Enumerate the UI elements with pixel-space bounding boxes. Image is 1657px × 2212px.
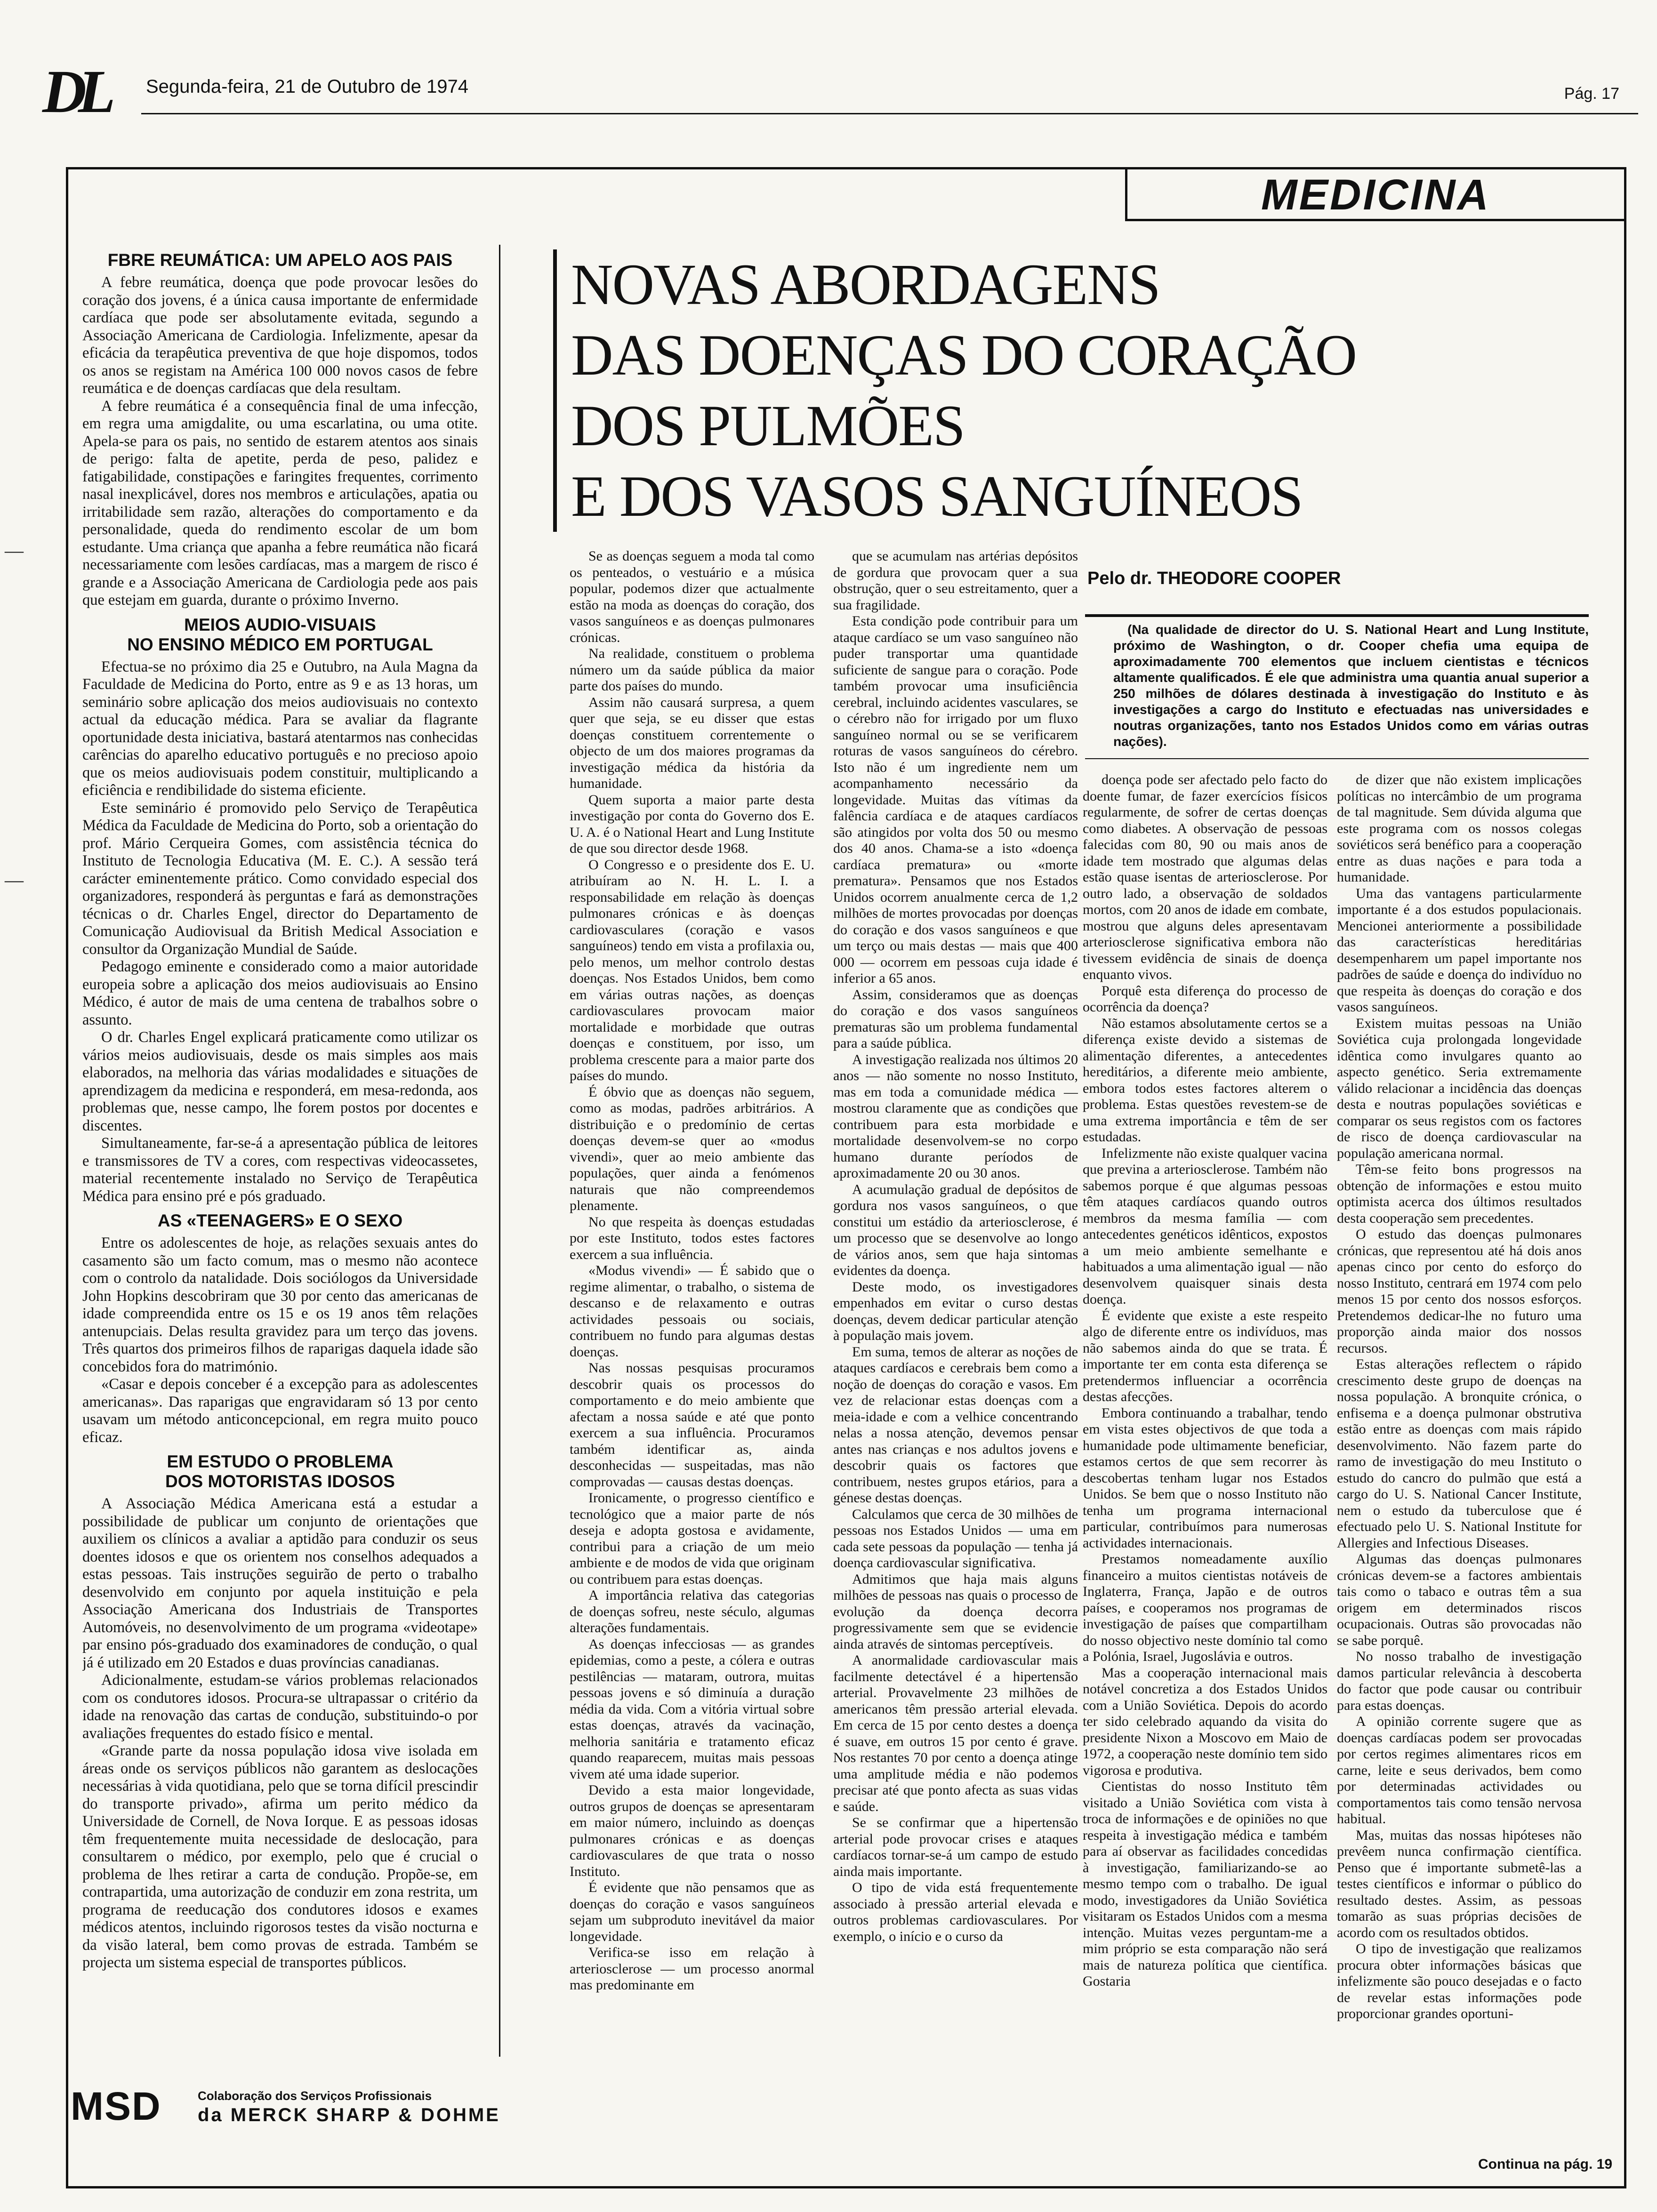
paragraph: que se acumulam nas artérias depósitos de gordura que provocam quer a sua obstrução, quer o seu estreitamento, quer a sua fragilidade. <box>833 548 1078 613</box>
paragraph: Esta condição pode contribuir para um ataque cardíaco se um vaso sanguíneo não puder transportar uma quantidade suficiente de sangue para o coração. Pode também provocar uma insuficiência cerebral, incluindo acidentes vasculares, se o cérebro não for irrigado por um fluxo sanguíneo normal ou se se verificarem roturas de vasos sanguíneos do cérebro. Isto não é um ingrediente nem um acompanhamento necessário da longevidade. Muitas das vítimas da falência cardíaca e de ataques cardíacos são atingidos por volta dos 50 ou mesmo dos 40 anos. Chama-se a isto «doença cardíaca prematura» ou «morte prematura». Pensamos que nos Estados Unidos ocorrem anualmente cerca de 1,2 milhões de mortes provocadas por doenças do coração e dos vasos sanguíneos e que um terço ou mais destas — mais que 400 000 — ocorrem em pessoas cuja idade é inferior a 65 anos. <box>833 613 1078 986</box>
paragraph: Mas, muitas das nossas hipóteses não prevêem nunca confirmação científica. Penso que é importante submetê-las a testes científicos e informar o público do resultado destes. Assim, as pessoas tomarão as suas próprias decisões de acordo com os resultados obtidos. <box>1337 1827 1582 1940</box>
paragraph: Se as doenças seguem a moda tal como os penteados, o vestuário e a música popular, podemos dizer que actualmente estão na moda as doenças do coração, dos vasos sanguíneos e as doenças pulmonares crónicas. <box>570 548 814 645</box>
margin-mark: — <box>5 869 24 890</box>
paragraph: O estudo das doenças pulmonares crónicas, que representou até há dois anos apenas cinco por cento do esforço do nosso Instituto, centrará em 1974 com pelo menos 15 por cento dos nossos esforços. Pretendemos dedicar-lhe no futuro uma proporção ainda maior dos nossos recursos. <box>1337 1226 1582 1356</box>
paragraph: Infelizmente não existe qualquer vacina que previna a arteriosclerose. Também não sabemos porque é que algumas pessoas têm ataques cardíacos quando outros membros da mesma família — com antecedentes genéticos idênticos, expostos a um meio ambiente semelhante e habituados a uma alimentação igual — não desenvolvem quaisquer sinais desta doença. <box>1083 1145 1327 1307</box>
continued-note: Continua na pág. 19 <box>1478 2156 1612 2172</box>
paragraph: Porquê esta diferença do processo de ocorrência da doença? <box>1083 983 1327 1015</box>
paragraph: Cientistas do nosso Instituto têm visitado a União Soviética com vista à troca de informações e de opiniões no que respeita à investigação médica e também para aí observar as facilidades concedidas à investigação, familiarizando-se ao mesmo tempo com o trabalho. De igual modo, investigadores da União Soviética visitaram os Estados Unidos com a mesma intenção. Muitas vezes perguntam-me a mim próprio se esta comparação não será mais de natureza política que científica. Gostaria <box>1083 1779 1327 1989</box>
article-column-3 <box>1083 772 1327 2181</box>
page-header <box>28 58 1638 126</box>
paragraph: Pedagogo eminente e considerado como a maior autoridade europeia sobre a aplicação dos meios audiovisuais ao Ensino Médico, é autor de mais de uma centena de trabalhos sobre o assunto. <box>82 958 478 1028</box>
headline-line: DOS PULMÕES <box>571 393 965 458</box>
paragraph: Uma das vantagens particularmente importante é a dos estudos populacionais. Mencionei anteriormente a possibilidade das características hereditárias desempenharem um papel importante nos padrões de saúde e doença do indivíduo no que respeita às doenças do coração e dos vasos sanguíneos. <box>1337 885 1582 1015</box>
paragraph: É evidente que existe a este respeito algo de diferente entre os indivíduos, mas não sabemos ainda do que se trata. É importante ter em conta esta diferença se pretendermos influenciar a ocorrência destas afecções. <box>1083 1307 1327 1404</box>
paragraph: A importância relativa das categorias de doenças sofreu, neste século, algumas alterações fundamentais. <box>570 1587 814 1635</box>
margin-mark: — <box>5 540 24 561</box>
article-column-4 <box>1337 772 1582 2146</box>
main-headline <box>553 249 1409 532</box>
paragraph: No nosso trabalho de investigação damos particular relevância à descoberta do factor que pode causar ou contribuir para estas doenças. <box>1337 1649 1582 1713</box>
paragraph: A investigação realizada nos últimos 20 anos — não somente no nosso Instituto, mas em toda a comunidade médica — mostrou claramente que as condições que contribuem para esta morbidade e mortalidade desenvolvem-se no corpo humano durante períodos de aproximadamente 20 ou 30 anos. <box>833 1051 1078 1181</box>
issue-date: Segunda-feira, 21 de Outubro de 1974 <box>146 76 468 97</box>
paragraph: Embora continuando a trabalhar, tendo em vista estes objectivos de que toda a humanidade pode ultimamente beneficiar, estamos certos de que sem recorrer às descobertas tenham lugar nos Estados Unidos. Se bem que o nosso Instituto não tenha um programa internacional particular, contribuímos para numerosas actividades internacionais. <box>1083 1405 1327 1551</box>
paragraph: O dr. Charles Engel explicará praticamente como utilizar os vários meios audiovisuais, desde os mais simples aos mais elaborados, na melhoria das várias modalidades e situações de aprendizagem da medicina e responderá, em mesa-redonda, aos problemas que, nesse campo, lhe forem postos por docentes e discentes. <box>82 1029 478 1134</box>
paragraph: de dizer que não existem implicações políticas no intercâmbio de um programa de tal magnitude. Sem dúvida alguma que este programa com os nossos colegas soviéticos será benéfico para a cooperação entre as duas nações e para toda a humanidade. <box>1337 772 1582 885</box>
paragraph: Simultaneamente, far-se-á a apresentação pública de leitores e transmissores de TV a cores, com respectivas videocassetes, material recentemente instalado no Serviço de Terapêutica Médica para ensino pré e pós graduado. <box>82 1135 478 1205</box>
section-label: MEDICINA <box>1125 169 1624 221</box>
author-bio: (Na qualidade de director do U. S. National Heart and Lung Institute, próximo de Washington, o dr. Cooper chefia uma equipa de aproximadamente 700 elementos que incluem cientistas e técnicos altamente qualificados. É ele que administra uma quantia anual superior a 250 milhões de dólares destinada à investigação do Instituto e às investigações a cargo do Instituto e efectuadas nas universidades e noutras organizações, tanto nos Estados Unidos como em várias outras nações). <box>1113 622 1589 749</box>
paragraph: O tipo de vida está frequentemente associado à pressão arterial elevada e outros problemas cardiovasculares. Por exemplo, o início e o curso da <box>833 1880 1078 1944</box>
paragraph: «Modus vivendi» — É sabido que o regime alimentar, o trabalho, o sistema de descanso e de relaxamento e outras actividades pessoais ou sociais, contribuem no fundo para algumas destas doenças. <box>570 1263 814 1360</box>
paragraph: Este seminário é promovido pelo Serviço de Terapêutica Médica da Faculdade de Medicina do Porto, sob a orientação do prof. Mário Cerqueira Gomes, com assistência técnica do Instituto de Tecnologia Educativa (M. E. C.). A sessão terá carácter eminentemente prático. Como convidado especial dos organizadores, responderá às perguntas e fará as demonstrações técnicas o dr. Charles Engel, director do Departamento de Comunicação Audiovisual da British Medical Association e consultor da Organização Mundial de Saúde. <box>82 799 478 958</box>
headline-line: E DOS VASOS SANGUÍNEOS <box>571 464 1303 529</box>
article-title: FBRE REUMÁTICA: UM APELO AOS PAIS <box>107 250 453 270</box>
newspaper-logo: DL <box>42 58 107 126</box>
paragraph: A acumulação gradual de depósitos de gordura nos vasos sanguíneos, o que constitui um estádio da arteriosclerose, é um processo que se desenvolve ao longo de vários anos, sem que haja sintomas evidentes da doença. <box>833 1181 1078 1278</box>
author-byline: Pelo dr. THEODORE COOPER <box>1087 569 1341 588</box>
paragraph: Na realidade, constituem o problema número um da saúde pública da maior parte dos países do mundo. <box>570 646 814 694</box>
paragraph: Ironicamente, o progresso científico e tecnológico que a maior parte de nós deseja e adopta gostosa e avidamente, contribui para a criação de um meio ambiente e de modos de vida que originam ou contribuem para estas doenças. <box>570 1490 814 1587</box>
msd-logo: MSD <box>71 2084 161 2128</box>
article-column-1 <box>570 548 814 2181</box>
sponsor-line-2: da MERCK SHARP & DOHME <box>198 2105 500 2125</box>
paragraph: Entre os adolescentes de hoje, as relações sexuais antes do casamento são um facto comum, mas o mesmo não acontece com o controlo da natalidade. Dois sociólogos da Universidade John Hopkins descobriram que 30 por cento das americanas de idade compreendida entre os 15 e os 19 anos têm relações antenupciais. Delas resulta gravidez para um terço das jovens. Três quartos dos primeiros filhos de raparigas daquela idade são concebidos fora do matrimónio. <box>82 1234 478 1375</box>
paragraph: Em suma, temos de alterar as noções de ataques cardíacos e cerebrais bem como a noção de doenças do coração e vasos. Em vez de relacionar estas doenças com a meia-idade e com a velhice concentrando nelas a nossa atenção, devemos pensar antes nas crianças e nos adultos jovens e descobrir quais os factores que contribuem, nestes grupos etários, para a génese destas doenças. <box>833 1344 1078 1506</box>
paragraph: A anormalidade cardiovascular mais facilmente detectável é a hipertensão arterial. Provavelmente 23 milhões de americanos têm pressão arterial elevada. Em cerca de 15 por cento destes a doença é suave, em outros 15 por cento é grave. Nos restantes 70 por cento a doença atinge uma amplitude média e não podemos precisar até que ponto afecta as suas vidas e saúde. <box>833 1652 1078 1814</box>
article-title: EM ESTUDO O PROBLEMA DOS MOTORISTAS IDOSOS <box>165 1452 395 1491</box>
paragraph: Nas nossas pesquisas procuramos descobrir quais os processos do comportamento e do meio ambiente que afectam a nossa saúde e até que ponto exercem a sua influência. Procuramos também identificar as, ainda desconhecidas — suspeitadas, mas não comprovadas — causas destas doenças. <box>570 1360 814 1490</box>
paragraph: É evidente que não pensamos que as doenças do coração e vasos sanguíneos sejam um subproduto inevitável da maior longevidade. <box>570 1880 814 1944</box>
paragraph: Estas alterações reflectem o rápido crescimento deste grupo de doenças na nossa população. A bronquite crónica, o enfisema e a doença pulmonar obstrutiva estão entre as doenças com mais rápido desenvolvimento. Não fazem parte do ramo de investigação do meu Instituto o estudo do cancro do pulmão que está a cargo do U. S. National Cancer Institute, nem o estudo da tuberculose que é efectuado pelo U. S. National Institute for Allergies and Infectious Diseases. <box>1337 1356 1582 1551</box>
paragraph: Se se confirmar que a hipertensão arterial pode provocar crises e ataques cardíacos tornar-se-á um campo de estudo ainda mais importante. <box>833 1815 1078 1879</box>
paragraph: «Grande parte da nossa população idosa vive isolada em áreas onde os serviços públicos não garantem as deslocações necessárias à vida quotidiana, pelo que se torna difícil prescindir do transporte privado», afirma um perito médico da Universidade de Cornell, de Nova Iorque. E as pessoas idosas têm frequentemente muita necessidade de deslocação, para consultarem o médico, por exemplo, pelo que é crucial o problema de lhes retirar a carta de condução. Propõe-se, em contrapartida, uma autorização de conduzir em zona restrita, um programa de reeducação dos condutores idosos e exames médicos atentos, incluindo rigorosos testes da visão nocturna e da visão lateral, bem como provas de estrada. Também se projecta um sistema especial de transportes públicos. <box>82 1742 478 1971</box>
paragraph: Existem muitas pessoas na União Soviética cuja prolongada longevidade idêntica como invulgares quanto ao aspecto genético. Seria extremamente válido relacionar a incidência das doenças desta e noutras populações soviéticas e comparar os seus registos com os factores de risco de doença cardiovascular na população americana normal. <box>1337 1015 1582 1161</box>
paragraph: O tipo de investigação que realizamos procura obter informações básicas que infelizmente são pouco desejadas e o facto de revelar estas informações pode proporcionar grandes oportuni- <box>1337 1941 1582 2021</box>
sponsor-block <box>71 2085 565 2127</box>
paragraph: Assim não causará surpresa, a quem quer que seja, se eu disser que estas doenças constituem correntemente o objecto de um dos maiores programas da investigação médica da história da humanidade. <box>570 694 814 791</box>
paragraph: Devido a esta maior longevidade, outros grupos de doenças se apresentaram em maior número, incluindo as doenças pulmonares crónicas e as doenças cardiovasculares de que trata o nosso Instituto. <box>570 1782 814 1879</box>
paragraph: Não estamos absolutamente certos se a diferença existe devido a sistemas de alimentação diferentes, a antecedentes hereditários, a diferente meio ambiente, embora todos estes factores alterem o problema. Estas questões revestem-se de uma extrema importância e têm de ser estudadas. <box>1083 1015 1327 1145</box>
article-column-2 <box>833 548 1078 2181</box>
paragraph: A febre reumática é a consequência final de uma infecção, em regra uma amigdalite, ou uma escarlatina, ou uma otite. Apela-se para os pais, no sentido de estarem atentos aos sinais de perigo: falta de apetite, perda de peso, palidez e fatigabilidade, constipações e faringites frequentes, corrimento nasal inexplicável, dores nos membros e articulações, apatia ou irritabilidade sem razão, alterações do comportamento e da personalidade, queda do rendimento escolar de um bom estudante. Uma criança que apanha a febre reumática não ficará necessariamente com lesões cardíacas, mas a margem de risco é grande e a Associação Americana de Cardiologia pede aos pais que estejam em guarda, durante o próximo Inverno. <box>82 397 478 609</box>
paragraph: As doenças infecciosas — as grandes epidemias, como a peste, a cólera e outras pestilências — mataram, outrora, muitas pessoas jovens e só diminuía a duração média da vida. Com a vitória virtual sobre estas doenças, através da vacinação, melhoria sanitária e tratamento eficaz quando reaparecem, muitas mais pessoas vivem até uma idade superior. <box>570 1636 814 1782</box>
paragraph: Têm-se feito bons progressos na obtenção de informações e estou muito optimista acerca dos últimos resultados desta cooperação sem precedentes. <box>1337 1162 1582 1226</box>
paragraph: Verifica-se isso em relação à arteriosclerose — um processo anormal mas predominante em <box>570 1945 814 1993</box>
paragraph: Prestamos nomeadamente auxílio financeiro a muitos cientistas notáveis de Inglaterra, França, Japão e de outros países, e cooperamos nos programas de investigação de países que compartilham do nosso objectivo neste domínio tal como a Polónia, Israel, Jugoslávia e outros. <box>1083 1551 1327 1664</box>
paragraph: Admitimos que haja mais alguns milhões de pessoas nas quais o processo de evolução da doença decorra progressivamente sem que se evidencie ainda através de sintomas perceptíveis. <box>833 1571 1078 1652</box>
paragraph: O Congresso e o presidente dos E. U. atribuíram ao N. H. L. I. a responsabilidade em relação às doenças pulmonares crónicas e às doenças cardiovasculares (coração e vasos sanguíneos) tendo em vista a profilaxia ou, pelo menos, um melhor controlo destas doenças. Nos Estados Unidos, bem como em várias outras nações, as doenças cardiovasculares provocam maior mortalidade e morbidade que outras doenças e constituem, por isso, um problema crescente para a maior parte dos países do mundo. <box>570 857 814 1083</box>
paragraph: Efectua-se no próximo dia 25 e Outubro, na Aula Magna da Faculdade de Medicina do Porto, entre as 9 e as 13 horas, um seminário sobre aplicação dos meios audiovisuais no contexto actual da educação médica. Para se avaliar da flagrante oportunidade desta iniciativa, bastará atentarmos nas conhecidas carências do aparelho educativo português e no precioso apoio que os meios audiovisuais podem constituir, multiplicando a eficiência e rendibilidade do sistema eficiente. <box>82 658 478 799</box>
paragraph: A Associação Médica Americana está a estudar a possibilidade de publicar um conjunto de orientações que auxiliem os clínicos a avaliar a aptidão para conduzir os seus doentes idosos e que os orientem nos conselhos adequados a estas pessoas. Tais instruções seguirão de perto o trabalho desenvolvido em conjunto por aquela instituição e pela Associação Americana dos Industriais de Transportes Automóveis, no desenvolvimento de um programa «videotape» par ensino pós-graduado dos examinadores de condução, o qual já é utilizado em 20 Estados e duas províncias canadianas. <box>82 1495 478 1671</box>
paragraph: Quem suporta a maior parte desta investigação por conta do Governo dos E. U. A. é o National Heart and Lung Institute de que sou director desde 1968. <box>570 792 814 856</box>
paragraph: É óbvio que as doenças não seguem, como as modas, padrões arbitrários. A distribuição e o predomínio de certas doenças devem-se quer ao «modus vivendi», quer ao meio ambiente das populações, quer ainda a fenómenos naturais que não compreendemos plenamente. <box>570 1084 814 1213</box>
paragraph: A febre reumática, doença que pode provocar lesões do coração dos jovens, é a única causa importante de enfermidade cardíaca que pode ser absolutamente evitada, segundo a Associação Americana de Cardiologia. Infelizmente, apesar da eficácia da terapêutica preventiva de que hoje dispomos, todos os anos se registam na América 100 000 novos casos de febre reumática e de doenças cardíacas que dela resultam. <box>82 274 478 397</box>
paragraph: Adicionalmente, estudam-se vários problemas relacionados com os condutores idosos. Procura-se ultrapassar o critério da idade na renovação das cartas de condução, substituindo-o por avaliações frequentes do estado físico e mental. <box>82 1672 478 1742</box>
page-number: Pág. 17 <box>1564 85 1619 103</box>
sponsor-line-1: Colaboração dos Serviços Profissionais <box>198 2089 432 2103</box>
article-title: AS «TEENAGERS» E O SEXO <box>157 1211 403 1230</box>
news-column <box>82 245 478 2078</box>
paragraph: doença pode ser afectado pelo facto do doente fumar, de fazer exercícios físicos regularmente, de sofrer de certas doenças como diabetes. A observação de pessoas falecidas com 80, 90 ou mais anos de idade tem mostrado que algumas delas estão quase isentas de arteriosclerose. Por outro lado, a observação de soldados mortos, com 20 anos de idade em combate, mostrou que alguns deles apresentavam arteriosclerose significativa embora não tivessem evidência de sinais de doença enquanto vivos. <box>1083 772 1327 982</box>
paragraph: Assim, consideramos que as doenças do coração e dos vasos sanguíneos prematuras são um problema fundamental para a saúde pública. <box>833 986 1078 1051</box>
headline-line: NOVAS ABORDAGENS <box>571 252 1160 317</box>
paragraph: No que respeita às doenças estudadas por este Instituto, todos estes factores exercem a sua influência. <box>570 1214 814 1262</box>
headline-line: DAS DOENÇAS DO CORAÇÃO <box>571 323 1357 387</box>
paragraph: Mas a cooperação internacional mais notável concretiza a dos Estados Unidos com a União Soviética. Depois do acordo ter sido celebrado aquando da visita do presidente Nixon a Moscovo em Maio de 1972, a cooperação neste domínio tem sido vigorosa e produtiva. <box>1083 1665 1327 1778</box>
author-bio-box <box>1085 614 1589 759</box>
paragraph: Deste modo, os investigadores empenhados em evitar o curso destas doenças, devem dedicar particular atenção à população mais jovem. <box>833 1279 1078 1343</box>
paragraph: A opinião corrente sugere que as doenças cardíacas podem ser provocadas por certos regimes alimentares ricos em carne, leite e seus derivados, bem como por determinadas actividades ou comportamentos tais como tensão nervosa habitual. <box>1337 1714 1582 1827</box>
article-title: MEIOS AUDIO-VISUAIS NO ENSINO MÉDICO EM PORTUGAL <box>127 615 433 654</box>
column-divider <box>499 245 500 2057</box>
paragraph: Calculamos que cerca de 30 milhões de pessoas nos Estados Unidos — uma em cada sete pessoas da população — tenha já doença cardiovascular significativa. <box>833 1506 1078 1571</box>
paragraph: «Casar e depois conceber é a excepção para as adolescentes americanas». Das raparigas que engravidaram só 13 por cento usavam um método anticoncepcional, em regra muito pouco eficaz. <box>82 1376 478 1446</box>
header-rule <box>141 113 1638 114</box>
paragraph: Algumas das doenças pulmonares crónicas devem-se a factores ambientais tais como o tabaco e outras têm a sua origem em determinados riscos ocupacionais. Outras são provocadas não se sabe porquê. <box>1337 1551 1582 1648</box>
